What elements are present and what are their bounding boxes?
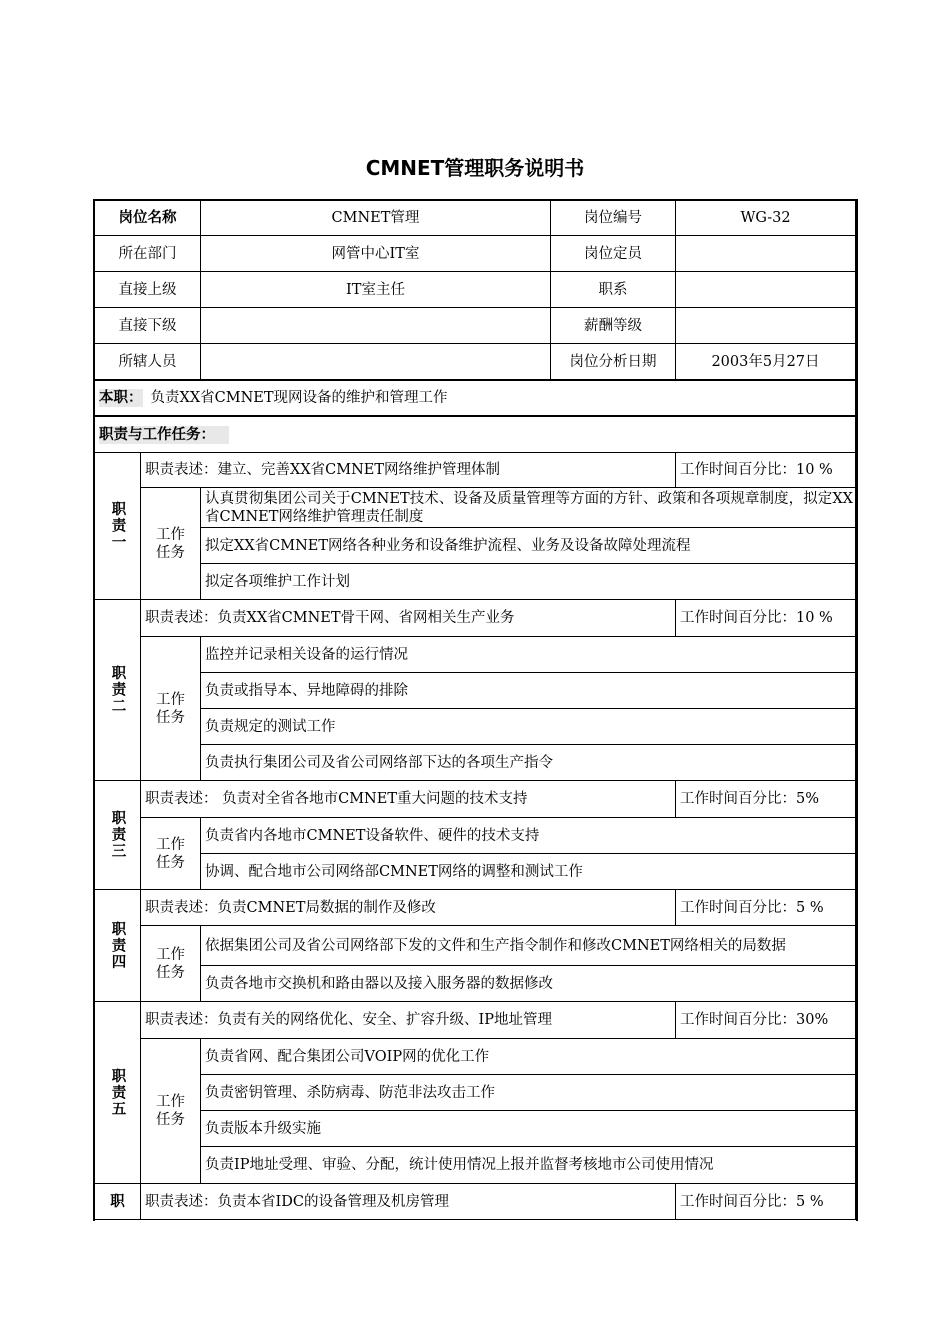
task-item: 依据集团公司及省公司网络部下发的文件和生产指令制作和修改CMNET网络相关的局数据	[201, 926, 856, 966]
task-item: 负责执行集团公司及省公司网络部下达的各项生产指令	[201, 745, 856, 781]
tasks-label: 工作任务	[141, 818, 201, 890]
main-duty-text: 负责XX省CMNET现网设备的维护和管理工作	[150, 390, 448, 406]
task-item: 拟定XX省CMNET网络各种业务和设备维护流程、业务及设备故障处理流程	[201, 528, 856, 564]
position-name-label: 岗位名称	[95, 201, 201, 236]
main-duty-row	[95, 381, 856, 417]
duty-description: 职责表述：建立、完善XX省CMNET网络维护管理体制	[141, 453, 676, 488]
task-item: 拟定各项维护工作计划	[201, 564, 856, 600]
duty-label: 职责四	[95, 890, 141, 1002]
task-item: 负责版本升级实施	[201, 1111, 856, 1147]
position-code-label: 岗位编号	[551, 201, 676, 236]
task-item: 负责省网、配合集团公司VOIP网的优化工作	[201, 1039, 856, 1075]
staff-value	[201, 344, 551, 381]
job-family-value	[676, 272, 856, 308]
salary-grade-value	[676, 308, 856, 344]
task-item: 负责密钥管理、杀防病毒、防范非法攻击工作	[201, 1075, 856, 1111]
superior-value: IT室主任	[201, 272, 551, 308]
task-item: 负责IP地址受理、审验、分配，统计使用情况上报并监督考核地市公司使用情况	[201, 1147, 856, 1184]
task-item: 认真贯彻集团公司关于CMNET技术、设备及质量管理等方面的方针、政策和各项规章制度，拟定XX省CMNET网络维护管理责任制度	[201, 488, 856, 528]
duty-time-percent: 工作时间百分比：10 %	[676, 453, 856, 488]
salary-grade-label: 薪酬等级	[551, 308, 676, 344]
duty-label: 职责三	[95, 781, 141, 890]
duty-description: 职责表述：负责有关的网络优化、安全、扩容升级、IP地址管理	[141, 1002, 676, 1039]
duties-header: 职责与工作任务：	[99, 426, 229, 444]
tasks-label: 工作任务	[141, 926, 201, 1002]
duty-time-percent: 工作时间百分比：5 %	[676, 890, 856, 926]
duty-label: 职责二	[95, 600, 141, 781]
tasks-label: 工作任务	[141, 1039, 201, 1184]
task-item: 负责省内各地市CMNET设备软件、硬件的技术支持	[201, 818, 856, 854]
duty-label: 职责五	[95, 1002, 141, 1184]
headcount-label: 岗位定员	[551, 236, 676, 272]
analysis-date-value: 2003年5月27日	[676, 344, 856, 381]
staff-label: 所辖人员	[95, 344, 201, 381]
task-item: 负责规定的测试工作	[201, 709, 856, 745]
subordinate-label: 直接下级	[95, 308, 201, 344]
tasks-label: 工作任务	[141, 488, 201, 600]
job-family-label: 职系	[551, 272, 676, 308]
duty-time-percent: 工作时间百分比：30%	[676, 1002, 856, 1039]
duty-time-percent: 工作时间百分比：5 %	[676, 1184, 856, 1220]
page-title: CMNET管理职务说明书	[365, 156, 585, 180]
duty-description: 职责表述： 负责对全省各地市CMNET重大问题的技术支持	[141, 781, 676, 818]
headcount-value	[676, 236, 856, 272]
task-item: 协调、配合地市公司网络部CMNET网络的调整和测试工作	[201, 854, 856, 890]
duties-header-row	[95, 417, 856, 453]
subordinate-value	[201, 308, 551, 344]
task-item: 负责或指导本、异地障碍的排除	[201, 673, 856, 709]
duty-description: 职责表述：负责CMNET局数据的制作及修改	[141, 890, 676, 926]
department-value: 网管中心IT室	[201, 236, 551, 272]
duty-time-percent: 工作时间百分比：5%	[676, 781, 856, 818]
task-item: 监控并记录相关设备的运行情况	[201, 637, 856, 673]
duty-label: 职责一	[95, 453, 141, 600]
duty-description: 职责表述：负责本省IDC的设备管理及机房管理	[141, 1184, 676, 1220]
superior-label: 直接上级	[95, 272, 201, 308]
duty-time-percent: 工作时间百分比：10 %	[676, 600, 856, 637]
task-item: 负责各地市交换机和路由器以及接入服务器的数据修改	[201, 966, 856, 1002]
duty-label: 职	[95, 1184, 141, 1220]
department-label: 所在部门	[95, 236, 201, 272]
tasks-label: 工作任务	[141, 637, 201, 781]
analysis-date-label: 岗位分析日期	[551, 344, 676, 381]
main-duty-label: 本职：	[99, 390, 143, 406]
position-name-value: CMNET管理	[201, 201, 551, 236]
position-code-value: WG-32	[676, 201, 856, 236]
duty-description: 职责表述：负责XX省CMNET骨干网、省网相关生产业务	[141, 600, 676, 637]
